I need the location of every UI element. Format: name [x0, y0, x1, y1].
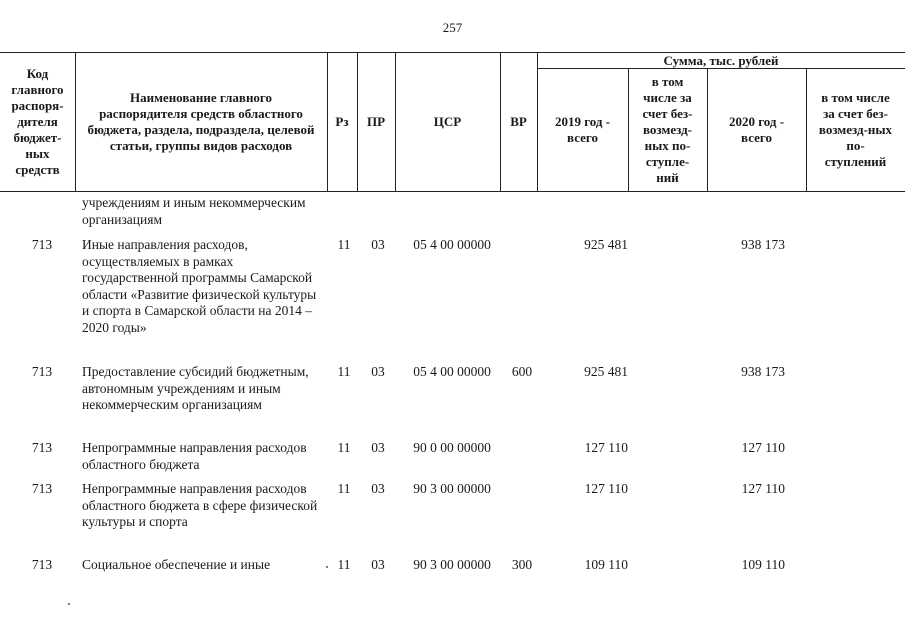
cell-rz: 11 — [337, 440, 351, 455]
header-pr: ПР — [366, 114, 386, 129]
cell-code: 713 — [31, 440, 53, 455]
header-2019-free: в том числе за счет без-возмезд-ных по-ступле-ний — [642, 74, 693, 185]
header-csr: ЦСР — [433, 114, 462, 129]
cell-vr: 600 — [511, 364, 533, 379]
cell-vr: 300 — [511, 557, 533, 572]
header-vr: ВР — [510, 114, 527, 129]
cell-csr: 90 3 00 00000 — [413, 557, 491, 572]
header-2019-total: 2019 год - всего — [554, 114, 611, 145]
cell-pr: 03 — [371, 364, 385, 379]
cell-code: 713 — [31, 481, 53, 496]
cell-csr: 05 4 00 00000 — [413, 237, 491, 252]
header-sum: Сумма, тыс. рублей — [663, 53, 779, 68]
header-2020-total: 2020 год - всего — [728, 114, 785, 145]
cell-csr: 90 0 00 00000 — [413, 440, 491, 455]
header-name: Наименование главного распорядителя средств областного бюджета, раздела, подраздела, целевой статьи, группы видов расходов — [87, 90, 315, 153]
cell-code: 713 — [31, 237, 53, 252]
cell-csr: 05 4 00 00000 — [413, 364, 491, 379]
header-code: Код главного распоря-дителя бюджет-ных средств — [11, 66, 64, 177]
cell-pr: 03 — [371, 237, 385, 252]
page-number: 257 — [442, 20, 463, 35]
cell-rz: 11 — [337, 481, 351, 496]
header-rz: Рз — [335, 114, 349, 129]
cell-code: 713 — [31, 557, 53, 572]
cell-2019-total: 127 110 — [584, 481, 628, 496]
cell-2019-total: 925 481 — [584, 237, 628, 252]
cell-rz: 11 — [337, 237, 351, 252]
scan-speck — [68, 603, 70, 605]
cell-name: Непрограммные направления расходов областного бюджета — [82, 440, 307, 472]
cell-pr: 03 — [371, 440, 385, 455]
cell-name: учреждениям и иным некоммерческим организациям — [82, 195, 306, 227]
header-2020-free: в том числе за счет без-возмезд-ных по-ступлений — [818, 90, 893, 169]
cell-rz: 11 — [337, 557, 351, 572]
cell-2019-total: 127 110 — [584, 440, 628, 455]
cell-2020-total: 127 110 — [741, 481, 785, 496]
cell-rz: 11 — [337, 364, 351, 379]
table-header — [0, 52, 905, 192]
cell-2019-total: 925 481 — [584, 364, 628, 379]
cell-csr: 90 3 00 00000 — [413, 481, 491, 496]
cell-2019-total: 109 110 — [584, 557, 628, 572]
scan-speck — [326, 566, 328, 568]
cell-name: Предоставление субсидий бюджетным, автономным учреждениям и иным некоммерческим организациям — [82, 364, 309, 412]
cell-name: Иные направления расходов, осуществляемых в рамках государственной программы Самарской области «Развитие физической культуры и спорта в Самарской области на 2014 – 2020 годы» — [82, 237, 317, 335]
cell-name: Непрограммные направления расходов областного бюджета в сфере физической культуры и спорта — [82, 481, 318, 529]
cell-2020-total: 938 173 — [741, 364, 785, 379]
cell-2020-total: 109 110 — [741, 557, 785, 572]
cell-pr: 03 — [371, 481, 385, 496]
cell-name: Социальное обеспечение и иные — [82, 557, 271, 572]
cell-2020-total: 938 173 — [741, 237, 785, 252]
cell-2020-total: 127 110 — [741, 440, 785, 455]
cell-code: 713 — [31, 364, 53, 379]
cell-pr: 03 — [371, 557, 385, 572]
